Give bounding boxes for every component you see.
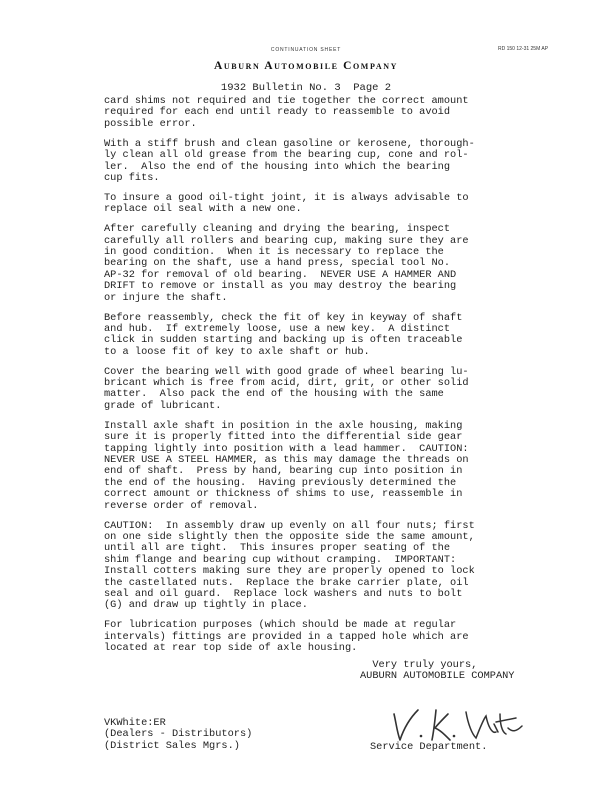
company-letterhead: Auburn Automobile Company	[214, 60, 398, 72]
distribution-list: (Dealers - Distributors) (District Sales Mgrs.)	[104, 728, 253, 752]
paragraph-caution: CAUTION: In assembly draw up evenly on all four nuts; first on one side slightly then the opposite side the same amount, until all are tight. This insures proper seating of the shim flange and bearing cup without cramping. IMPORTANT: Install cotters making sure they are properly opened to lock the castellated nuts. Replace the brake carrier plate, oil seal and oil guard. Replace lock washers and nuts to bolt (G) and draw up tightly in place.	[104, 519, 475, 612]
form-code: RD 150 12-31 25M AP	[498, 46, 549, 52]
department-signoff: Service Department.	[370, 741, 488, 753]
paragraph-lubricant: Cover the bearing well with good grade of wheel bearing lu- bricant which is free from acid, dirt, grit, or other solid matter. Also pack the end of the housing with the same grade of lubricant.	[104, 365, 469, 412]
closing-salutation: Very truly yours, AUBURN AUTOMOBILE COMPANY	[360, 659, 515, 683]
typist-initials: VKWhite:ER	[104, 717, 166, 729]
paragraph-oil-seal: To insure a good oil-tight joint, it is always advisable to replace oil seal with a new one.	[104, 191, 469, 216]
bulletin-subtitle: 1932 Bulletin No. 3 Page 2	[220, 82, 392, 94]
paragraph-install-shaft: Install axle shaft in position in the axle housing, making sure it is properly fitted into the differential side gear tapping lightly into position with a lead hammer. CAUTION: NEVER USE A STEEL HAMMER, as this may damage the threads on end of shaft. Press by hand, bearing cup into position in the end of the housing. Having previously determined the correct amount or thickness of shims to use, reassemble in reverse order of removal.	[104, 419, 469, 512]
typist-initials-and-distribution	[104, 718, 252, 752]
paragraph-shims: card shims not required and tie together the correct amount required for each end until ready to reassemble to avoid possible error.	[104, 95, 469, 130]
paragraph-lubrication: For lubrication purposes (which should be made at regular intervals) fittings are provided in a tapped hole which are located at rear top side of axle housing.	[104, 619, 469, 655]
paragraph-key-fit: Before reassembly, check the fit of key in keyway of shaft and hub. If extremely loose, use a new key. A distinct click in sudden starting and backing up is often traceable to a loose fit of key to axle shaft or hub.	[104, 311, 463, 358]
bulletin-body	[104, 96, 524, 663]
paragraph-cleaning: With a stiff brush and clean gasoline or kerosene, thorough- ly clean all old grease from the bearing cup, cone and rol- ler. Also the end of the housing into which the bearing cup fits.	[104, 137, 475, 184]
sheet-label: CONTINUATION SHEET	[270, 47, 342, 53]
paragraph-inspect-bearing: After carefully cleaning and drying the bearing, inspect carefully all rollers and bearing cup, making sure they are in good condition. When it is necessary to replace the bearing on the shaft, use a hand press, special tool No. AP-32 for removal of old bearing. NEVER USE A HAMMER AND DRIFT to remove or install as you may destroy the bearing or injure the shaft.	[104, 223, 469, 304]
handwritten-signature	[388, 702, 528, 746]
